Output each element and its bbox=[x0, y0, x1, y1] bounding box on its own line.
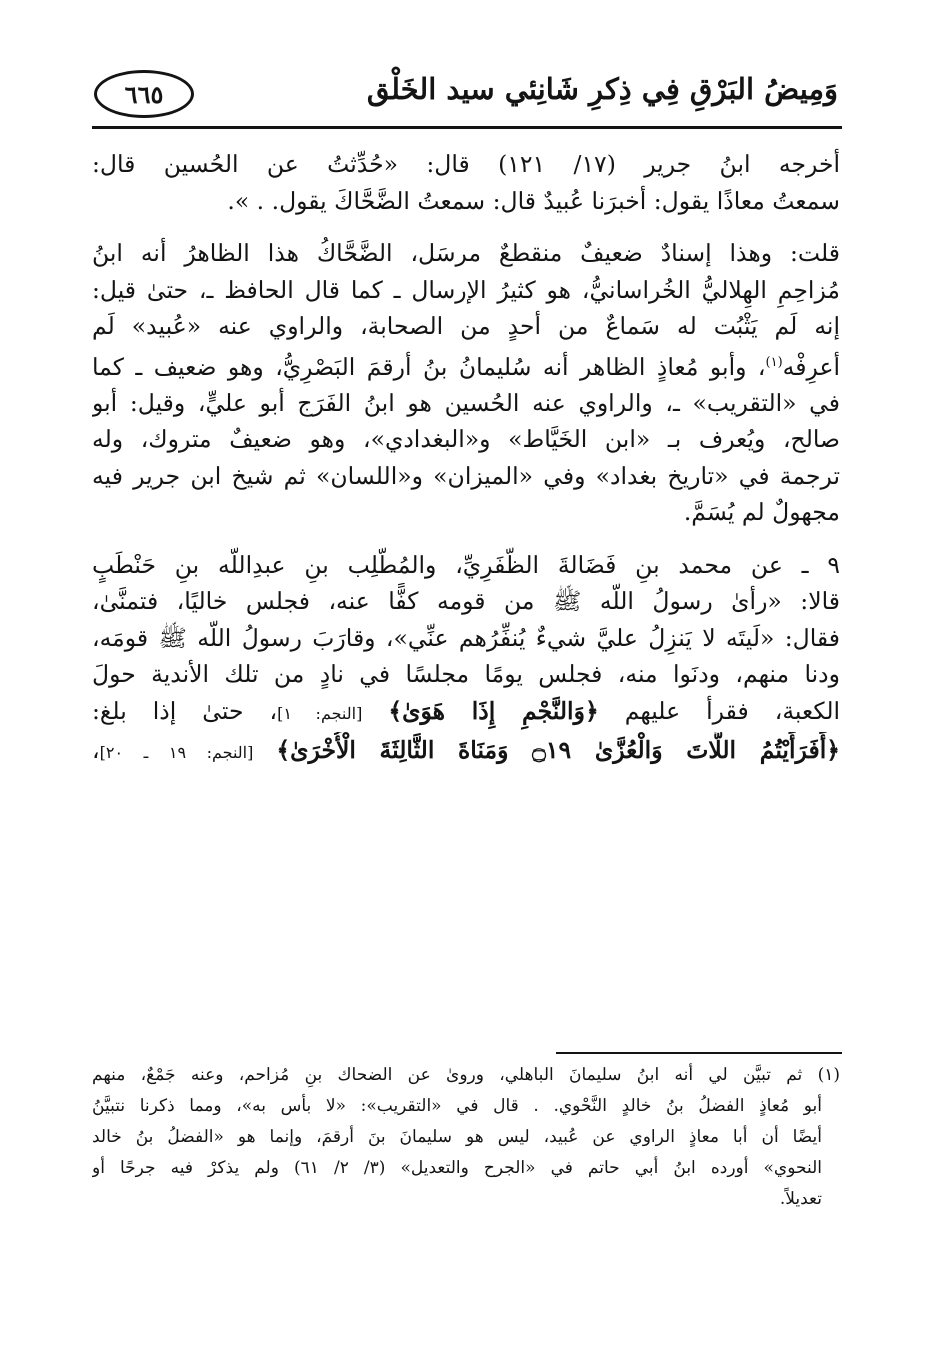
text-line: ٩ ـ عن محمد بنِ فَضَالةَ الظَّفَرِيِّ، والمُطَّلِب بنِ عبدِاللَّه بنِ حَنْطَبٍ bbox=[92, 550, 840, 579]
quran-verse: ﴿وَالنَّجْمِ إِذَا هَوَىٰ﴾ bbox=[388, 696, 599, 725]
text-line: سمعتُ معاذًا يقول: أخبرَنا عُبيدٌ قال: سمعتُ الضَّحَّاكَ يقول. . ». bbox=[227, 186, 840, 215]
page-header bbox=[92, 60, 842, 130]
verse-reference: [النجم: ١] bbox=[277, 703, 363, 723]
text-segment: ، حتىٰ إذا بلغ: bbox=[92, 696, 278, 725]
footnote-line: (١) ثم تبيَّن لي أنه ابنُ سليمانَ الباهلي، وروىٰ عن الضحاك بنِ مُزاحم، وعنه جَمْعٌ، منهم bbox=[92, 1065, 840, 1085]
footnote-line: تعديلاً. bbox=[779, 1189, 822, 1209]
footnote-line: أبو مُعاذٍ الفضلُ بنُ خالدٍ النَّحْوي. . قال في «التقريب»: «لا بأس به»، ومما ذكرنا نتبيَّنُ bbox=[92, 1096, 822, 1116]
text-line: أخرجه ابنُ جرير (١٧/ ١٢١) قال: «حُدِّثتُ عن الحُسين قال: bbox=[92, 150, 840, 178]
footnote-line: أيضًا أن أبا معاذٍ الراوي عن عُبيد، ليس هو سليمانَ بنَ أرقمَ، وإنما هو «الفضلُ بنُ خالد bbox=[92, 1127, 822, 1147]
paragraph-gap bbox=[92, 537, 840, 547]
footnotes bbox=[92, 1060, 840, 1215]
text-line: صالح، ويُعرف بـ «ابن الخَيَّاط» و«البغدادي»، وهو ضعيفٌ متروك، وله bbox=[92, 425, 840, 454]
paragraph-2 bbox=[92, 235, 840, 531]
verse-reference: [النجم: ١٩ ـ ٢٠] bbox=[99, 743, 254, 763]
paragraph-3 bbox=[92, 547, 840, 772]
text-line: إنه لَم يَثْبُت له سَماعٌ من أحدٍ من الصحابة، والراوي عنه «عُبيد» لَم bbox=[92, 312, 840, 340]
text-line: مُزاحِمٍ الهِلاليُّ الخُراسانيُّ، هو كثيرُ الإرسال ـ كما قال الحافظ ـ، حتىٰ قيل: bbox=[92, 275, 840, 304]
text-line bbox=[92, 693, 840, 733]
header-rule bbox=[92, 126, 842, 129]
page-number: ٦٦٥ bbox=[94, 70, 194, 118]
quran-verse: ﴿أَفَرَأَيْتُمُ اللَّاتَ وَالْعُزَّىٰ ۝١٩ وَمَنَاةَ الثَّالِثَةَ الْأُخْرَىٰ﴾ bbox=[276, 736, 840, 765]
footnote-line: النحوي» أورده ابنُ أبي حاتم في «الجرح والتعديل» (٣/ ٢/ ٦١) ولم يذكرْ فيه جرحًا أو bbox=[92, 1158, 823, 1178]
text-line: مجهولٌ لم يُسَمَّ. bbox=[683, 498, 840, 527]
text-line: ودنا منهم، ودنَوا منه، فجلس يومًا مجلسًا في نادٍ من تلك الأندية حولَ bbox=[92, 660, 840, 689]
text-line: ترجمة في «تاريخ بغداد» وفي «الميزان» و«اللسان» ثم شيخ ابن جرير فيه bbox=[92, 461, 840, 490]
paragraph-gap bbox=[92, 225, 840, 235]
text-line: قلت: وهذا إسنادٌ ضعيفٌ منقطعٌ مرسَل، الضَّحَّاكُ هذا الظاهرُ أنه ابنُ bbox=[92, 239, 840, 267]
text-line bbox=[92, 345, 840, 385]
text-line: قالا: «رأىٰ رسولُ اللَّه ﷺ من قومه كفًّا عنه، فجلس خاليًا، فتمنَّىٰ، bbox=[92, 587, 840, 616]
text-line: في «التقريب» ـ، والراوي عنه الحُسين هو ابنُ الفَرَج أبو عليٍّ، وقيل: أبو bbox=[92, 388, 840, 417]
paragraph-1 bbox=[92, 146, 840, 219]
text-segment: ، وأبو مُعاذٍ الظاهر أنه سُليمانُ بنُ أرقمَ البَصْرِيُّ، وهو ضعيف ـ كما bbox=[92, 352, 766, 381]
main-text bbox=[92, 146, 840, 778]
footnote-separator bbox=[556, 1052, 842, 1054]
running-title: وَمِيضُ البَرْقِ فِي ذِكرِ شَانِئي سيد الخَلْق bbox=[366, 72, 838, 106]
text-line bbox=[92, 732, 840, 772]
text-line: فقال: «لَيتَه لا يَنزِلُ عليَّ شيءٌ يُنفِّرُهم عنِّي»، وقارَبَ رسولُ اللَّه ﷺ قومَه، bbox=[92, 623, 840, 652]
text-segment: أعرِفْه bbox=[782, 352, 840, 381]
footnote-reference[interactable]: (١) bbox=[765, 354, 783, 370]
text-segment: الكعبة، فقرأ عليهم bbox=[624, 696, 840, 725]
text-segment: ، bbox=[92, 736, 100, 765]
